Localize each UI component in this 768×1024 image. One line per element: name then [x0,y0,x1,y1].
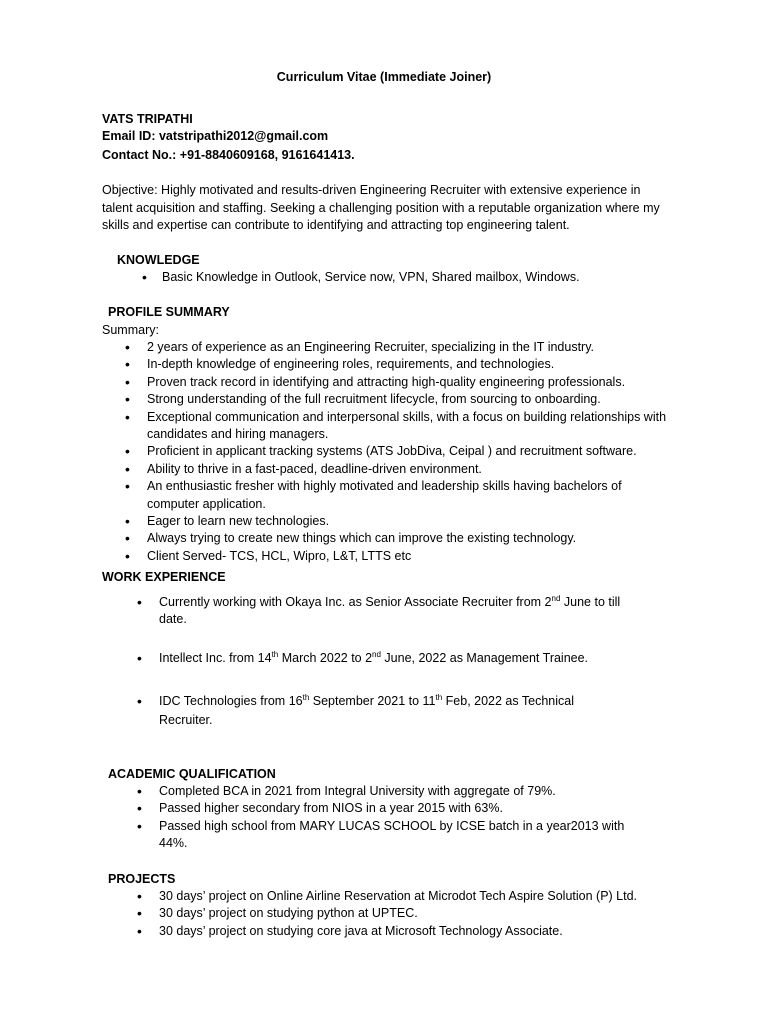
list-item: • Completed BCA in 2021 from Integral University with aggregate of 79%. [159,783,629,800]
work-item-text: IDC Technologies from 16 [159,694,303,708]
list-item [159,692,599,729]
summary-label: Summary: [102,323,159,337]
list-item: • Always trying to create new things which can improve the existing technology. [147,530,667,547]
projects-list [159,888,639,940]
list-item: • Ability to thrive in a fast-paced, deadline-driven environment. [147,461,667,478]
email-line: Email ID: vatstripathi2012@gmail.com [102,129,329,143]
work-experience-list [159,594,639,629]
list-item: • Proficient in applicant tracking systems (ATS JobDiva, Ceipal ) and recruitment software. [147,443,667,460]
objective-paragraph: Objective: Highly motivated and results-driven Engineering Recruiter with extensive experience in talent acquisition and staffing. Seeking a challenging position with a reputable organization where my skills and expertise can contribute to identifying and attracting top engineering talent. [102,183,660,232]
list-item: • 30 days’ project on studying core java at Microsoft Technology Associate. [159,923,639,940]
knowledge-heading: KNOWLEDGE [117,253,200,267]
work-item-text: March 2022 to 2 [278,651,373,665]
ordinal-suffix: th [271,649,279,659]
ordinal-suffix: nd [372,649,381,659]
list-item: • Passed high school from MARY LUCAS SCHOOL by ICSE batch in a year2013 with 44%. [159,818,629,853]
list-item: • Client Served- TCS, HCL, Wipro, L&T, LTTS etc [147,548,667,565]
list-item: • Proven track record in identifying and attracting high-quality engineering professionals. [147,374,667,391]
projects-heading: PROJECTS [108,872,176,886]
work-item-text: June, 2022 as Management Trainee. [380,651,589,665]
work-experience-heading: WORK EXPERIENCE [102,570,226,584]
list-item: • Exceptional communication and interpersonal skills, with a focus on building relationships with candidates and hiring managers. [147,409,667,444]
list-item [159,594,639,629]
list-item: • In-depth knowledge of engineering roles, requirements, and technologies. [147,356,667,373]
candidate-name: VATS TRIPATHI [102,112,193,126]
list-item: • 2 years of experience as an Engineering Recruiter, specializing in the IT industry. [147,339,667,356]
ordinal-suffix: th [302,692,310,702]
list-item [159,650,639,667]
work-item-text: Intellect Inc. from 14 [159,651,272,665]
work-experience-list [159,650,639,667]
work-item-text: Feb, 2022 as Technical Recruiter. [159,694,574,727]
academic-heading: ACADEMIC QUALIFICATION [108,767,276,781]
contact-line: Contact No.: +91-8840609168, 9161641413. [102,148,355,162]
list-item: • Passed higher secondary from NIOS in a year 2015 with 63%. [159,800,629,817]
list-item: • Strong understanding of the full recruitment lifecycle, from sourcing to onboarding. [147,391,667,408]
document-title: Curriculum Vitae (Immediate Joiner) [276,70,492,84]
list-item: • Eager to learn new technologies. [147,513,667,530]
list-item: • 30 days’ project on Online Airline Reservation at Microdot Tech Aspire Solution (P) Ltd. [159,888,639,905]
ordinal-suffix: th [435,692,443,702]
work-experience-list [159,692,599,729]
list-item: • An enthusiastic fresher with highly motivated and leadership skills having bachelors of computer application. [147,478,667,513]
profile-summary-heading: PROFILE SUMMARY [108,305,230,319]
knowledge-list [162,269,682,286]
ordinal-suffix: nd [551,593,561,603]
list-item: • 30 days’ project on studying python at UPTEC. [159,905,639,922]
profile-summary-list [147,339,667,565]
academic-list [159,783,629,853]
work-item-text: Currently working with Okaya Inc. as Senior Associate Recruiter from 2 [159,595,552,609]
work-item-text: June to till date. [159,595,621,627]
list-item: • Basic Knowledge in Outlook, Service now, VPN, Shared mailbox, Windows. [162,269,682,286]
work-item-text: September 2021 to 11 [309,694,436,708]
